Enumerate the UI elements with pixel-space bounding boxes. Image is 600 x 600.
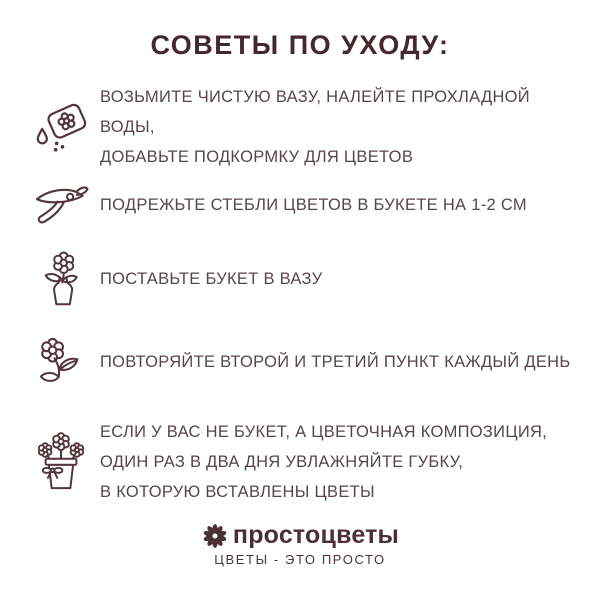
tip-row-repeat-steps [30, 334, 584, 390]
brand-logo-line [201, 521, 399, 550]
tip-row-composition-care [30, 416, 584, 508]
flower-icon [30, 334, 92, 390]
brand-name: простоцветы [232, 521, 400, 549]
tip-line: ВОЗЬМИТЕ ЧИСТУЮ ВАЗУ, НАЛЕЙТЕ ПРОХЛАДНОЙ ВОДЫ, [100, 88, 530, 136]
tip-text [100, 264, 322, 294]
tip-line: ПОВТОРЯЙТЕ ВТОРОЙ И ТРЕТИЙ ПУНКТ КАЖДЫЙ ДЕНЬ [100, 353, 571, 371]
tip-line: ЕСЛИ У ВАС НЕ БУКЕТ, А ЦВЕТОЧНАЯ КОМПОЗИЦИЯ, [100, 423, 548, 441]
tip-line: ПОДРЕЖЬТЕ СТЕБЛИ ЦВЕТОВ В БУКЕТЕ НА 1-2 СМ [100, 196, 527, 214]
tip-line: В КОТОРУЮ ВСТАВЛЕНЫ ЦВЕТЫ [100, 483, 375, 501]
tip-row-trim-stems [30, 178, 584, 232]
page-title: СОВЕТЫ ПО УХОДУ: [150, 30, 450, 60]
brand-logo [0, 521, 600, 567]
tip-text [100, 347, 571, 377]
tip-line: ОДИН РАЗ В ДВА ДНЯ УВЛАЖНЯЙТЕ ГУБКУ, [100, 453, 464, 471]
tip-text [100, 417, 547, 507]
pruning-shears-icon [30, 180, 92, 230]
tip-row-put-in-vase [30, 246, 584, 312]
flower-pot-icon [30, 430, 92, 494]
brand-tagline: ЦВЕТЫ - ЭТО ПРОСТО [214, 552, 386, 567]
tip-text [100, 190, 527, 220]
flower-in-vase-icon [30, 247, 92, 311]
tip-line: ПОСТАВЬТЕ БУКЕТ В ВАЗУ [100, 270, 323, 288]
tip-text [100, 82, 584, 172]
fertilizer-packet-icon [30, 98, 92, 156]
tip-line: ДОБАВЬТЕ ПОДКОРМКУ ДЛЯ ЦВЕТОВ [100, 148, 414, 166]
tip-row-water-and-feed [30, 88, 584, 166]
brand-flower-icon [201, 522, 229, 550]
